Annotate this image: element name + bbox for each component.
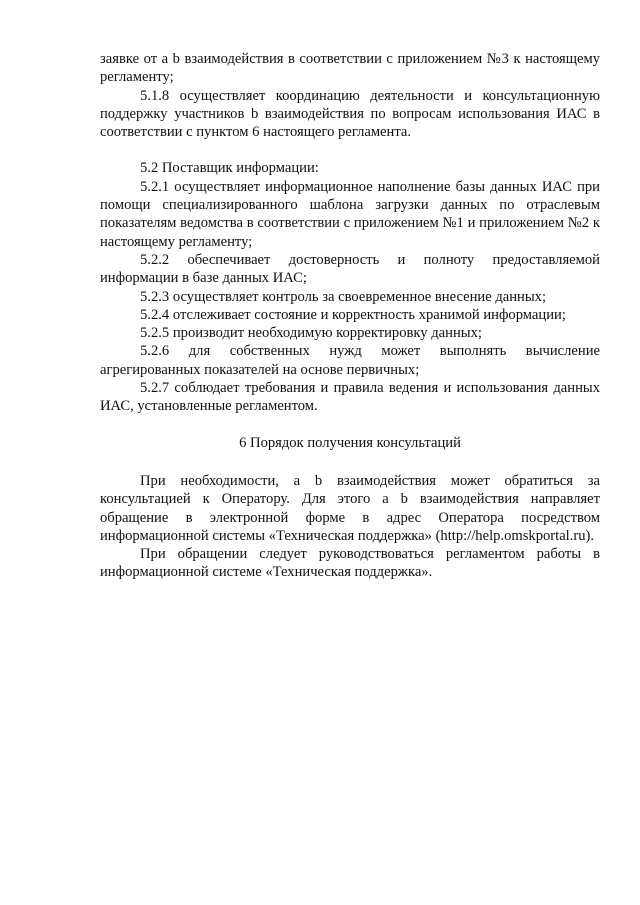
paragraph-5-2: 5.2 Поставщик информации:	[140, 160, 319, 177]
paragraph-6-regulation: При обращении следует руководствоваться регламентом работы в информационной системе «Техническая поддержка».	[100, 546, 600, 581]
paragraph-5-2-3: 5.2.3 осуществляет контроль за своевременное внесение данных;	[140, 288, 547, 305]
paragraph-5-2-2: 5.2.2 обеспечивает достоверность и полноту предоставляемой информации в базе данных ИАС;	[100, 251, 600, 287]
paragraph-5-2-5: 5.2.5 производит необходимую корректировку данных;	[140, 325, 482, 342]
paragraph-5-2-6: 5.2.6 для собственных нужд может выполнять вычисление агрегированных показателей на основе первичных;	[100, 343, 600, 378]
paragraph-5-1-8: 5.1.8 осуществляет координацию деятельности и консультационную поддержку участников b взаимодействия по вопросам использования ИАС в соответствии с пунктом 6 настоящего регламента.	[100, 87, 600, 141]
paragraph-5-2-4: 5.2.4 отслеживает состояние и корректность хранимой информации;	[140, 306, 566, 323]
paragraph-6-consultation: При необходимости, a b взаимодействия может обратиться за консультацией к Оператору. Для этого a b взаимодействия направляет обращение в электронной форме в адрес Оператора посредством информационной системы «Техническая поддержка» (http://help.omskportal.ru).	[100, 472, 600, 544]
paragraph-5-2-1: 5.2.1 осуществляет информационное наполнение базы данных ИАС при помощи специализированного шаблона загрузки данных по отраслевым показателям ведомства в соответствии с приложением №1 и приложением №2 к настоящему регламенту;	[100, 178, 600, 250]
paragraph-continuation: заявке от a b взаимодействия в соответствии с приложением №3 к настоящему регламенту;	[100, 51, 600, 86]
paragraph-5-2-7: 5.2.7 соблюдает требования и правила ведения и использования данных ИАС, установленные регламентом.	[100, 380, 600, 415]
section-6-heading: 6 Порядок получения консультаций	[239, 434, 461, 451]
